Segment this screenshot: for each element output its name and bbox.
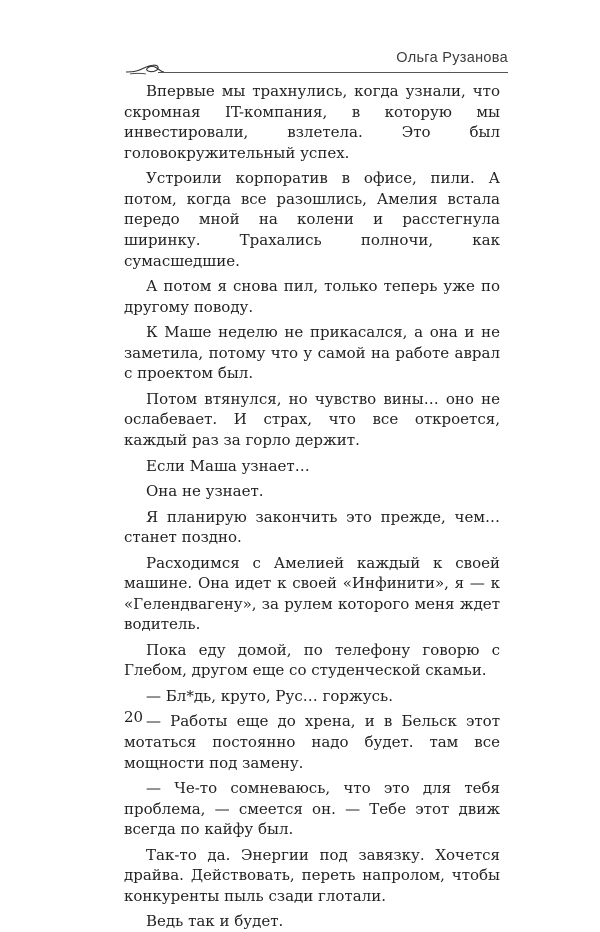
body-text	[124, 81, 500, 932]
paragraph: Ведь так и будет.	[146, 912, 284, 931]
paragraph: — Работы еще до хрена, и в Бельск этот мотаться постоянно надо будет. там все мощности под замену.	[124, 712, 500, 772]
paragraph: — Бл*дь, круто, Рус… горжусь.	[146, 686, 393, 705]
paragraph: А потом я снова пил, только теперь уже по другому поводу.	[124, 277, 500, 316]
flourish-icon	[124, 61, 164, 77]
paragraph: Потом втянулся, но чувство вины… оно не ослабевает. И страх, что все откроется, каждый раз за горло держит.	[124, 389, 500, 450]
author-name: Ольга Рузанова	[396, 50, 508, 66]
header-rule	[158, 72, 508, 73]
paragraph: Устроили корпоратив в офисе, пили. А потом, когда все разошлись, Амелия встала передо мной на колени и расстегнула ширинку. Трахались полночи, как сумасшедшие.	[124, 169, 500, 270]
paragraph: Если Маша узнает…	[146, 456, 310, 475]
paragraph: Расходимся с Амелией каждый к своей машине. Она идет к своей «Инфинити», я — к «Гелендвагену», за рулем которого меня ждет водитель.	[124, 553, 500, 634]
paragraph: — Че-то сомневаюсь, что это для тебя проблема, — смеется он. — Тебе этот движ всегда по кайфу был.	[124, 779, 500, 839]
paragraph: Я планирую закончить это прежде, чем… станет поздно.	[124, 507, 500, 547]
paragraph: Пока еду домой, по телефону говорю с Глебом, другом еще со студенческой скамьи.	[124, 640, 500, 680]
paragraph: Так-то да. Энергии под завязку. Хочется драйва. Действовать, переть напролом, чтобы конкуренты пыль сзади глотали.	[124, 845, 500, 905]
running-head	[124, 48, 508, 80]
page-number: 20	[124, 708, 144, 726]
paragraph: К Маше неделю не прикасался, а она и не заметила, потому что у самой на работе аврал с проектом был.	[124, 323, 500, 383]
paragraph: Она не узнает.	[146, 482, 264, 501]
paragraph: Впервые мы трахнулись, когда узнали, что скромная IT-компания, в которую мы инвестировали, взлетела. Это был головокружительный успех.	[124, 82, 500, 162]
